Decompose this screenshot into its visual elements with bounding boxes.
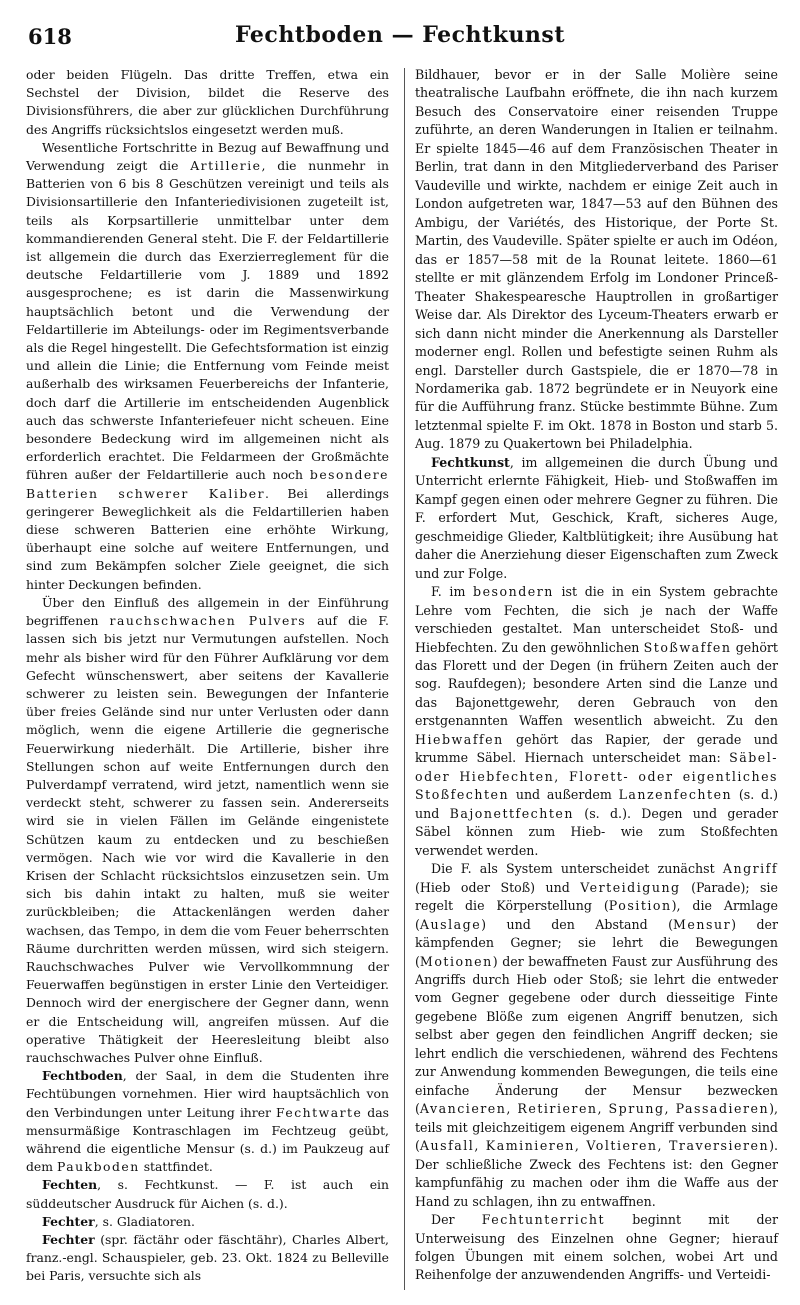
emphasis-term: Artillerie	[190, 158, 262, 174]
headword: Fechtboden	[42, 1068, 123, 1084]
paragraph-text: ), die Armlage (	[415, 898, 778, 932]
paragraph-text: Die F. als System unterscheidet zunächst	[431, 861, 723, 877]
emphasis-term: rauchschwachen Pulvers	[109, 613, 307, 629]
paragraph-text: Wesentliche Fortschritte in Bezug auf Bewaffnung und Verwendung zeigt die	[26, 139, 389, 174]
paragraph	[415, 860, 778, 1211]
paragraph-text: Bildhauer, bevor er in der Salle Molière seine theatralische Laufbahn eröffnete, die ihn nach kurzem Besuch des Conservatoire einer reisenden Truppe zuführte, an deren Wanderungen in Italien er teilnahm. Er spielte 1845—46 auf dem Französischen Theater in Berlin, trat dann in den Mitgliederverband des Pariser Vaudeville und wirkte, nachdem er einige Zeit auch in London aufgetreten war, 1847—53 auf den Bühnen des Ambigu, der Variétés, des Historique, der Porte St. Martin, des Vaudeville. Später spielte er auch im Odéon, das er 1857—58 mit de la Rounat leitete. 1860—61 stellte er mit glänzendem Erfolg im Londoner Princeß-Theater Shakespearesche Hauptrollen in großartiger Weise dar. Als Direktor des Lyceum-Theaters erwarb er sich dann nicht minder die Anerkennung als Darsteller moderner engl. Rollen und befestigte seinen Ruhm als engl. Darsteller durch Gastspiele, die er 1870—78 in Nordamerika gab. 1872 begründete er in Neuyork eine für die Aufführung franz. Stücke bestimmte Bühne. Zum letztenmal spielte F. im Okt. 1878 in Boston und starb 5. Aug. 1879 zu Quakertown bei Philadelphia.	[415, 67, 778, 452]
paragraph-text: ). Der schließliche Zweck des Fechtens ist: den Gegner kampfunfähig zu machen oder ihm die Waffe aus der Hand zu schlagen, ihn zu entwaffnen.	[415, 1138, 778, 1209]
paragraph-text: gehört das Florett und der Degen (in frühern Zeiten auch der sog. Raufdegen); besondere Arten sind die Lanze und das Bajonettgewehr, deren Gebrauch von den erstgenannten Waffen wesentlich abweicht. Zu den	[415, 639, 778, 729]
paragraph-text: auf die F. lassen sich bis jetzt nur Vermutungen aufstellen. Noch mehr als bisher wird für den Führer Aufklärung vor dem Gefecht wünschenswert, aber seitens der Kavallerie schwerer zu leisten sein. Bewegungen der Infanterie über freies Gelände sind nur unter Verlusten oder dann möglich, wenn die eigene Artillerie die gegnerische Feuerwirkung niederhält. Die Artillerie, bisher ihre Stellungen schon auf weite Entfernungen durch den Pulverdampf verratend, wird jetzt, namentlich wenn sie verdeckt steht, schwerer zu fassen sein. Andererseits wird sie in vielen Fällen im Gelände eingenistete Schützen kaum zu entdecken und zu beschießen vermögen. Nach wie vor wird die Kavallerie in den Krisen der Schlacht rücksichtslos einzusetzen sein. Um sich bis dahin intakt zu halten, muß sie weiter zurückbleiben; die Attackenlängen werden daher wachsen, das Tempo, in dem die vom Feuer beherrschten Räume durchritten werden müssen, wird sich steigern. Rauchschwaches Pulver wie Vervollkommnung der Feuerwaffen begünstigen in erster Linie den Verteidiger. Dennoch wird der energischere der Gegner dann, wenn er die Entscheidung will, angreifen müssen. Auf die operative Thätigkeit der Heeresleitung bleibt also rauchschwaches Pulver ohne Einfluß.	[26, 613, 389, 1065]
entry-text: , s. Fechtkunst. — F. ist auch ein süddeutscher Ausdruck für Aichen (s. d.).	[26, 1177, 389, 1211]
paragraph-text: Der	[431, 1212, 482, 1228]
paragraph	[415, 1211, 778, 1285]
headword: Fechten	[42, 1177, 98, 1193]
paragraph-text: ) und den Abstand (	[481, 916, 674, 932]
dictionary-entry	[26, 1231, 389, 1286]
paragraph-text: (Hieb oder Stoß) und	[415, 879, 581, 895]
emphasis-term: Motionen	[419, 953, 493, 969]
entry-text: das mensurmäßige Kontraschlagen im Fechtzeug geübt, während die eigentliche Mensur (s. d.) im Paukzeug auf dem	[26, 1104, 389, 1175]
paragraph	[415, 583, 778, 860]
paragraph-text: ) der kämpfenden Gegner; sie lehrt die Bewegungen (	[415, 916, 778, 969]
emphasis-term: Verteidigung	[580, 879, 681, 895]
emphasis-term: Stoßwaffen	[643, 639, 732, 655]
emphasis-term: Position	[608, 898, 672, 914]
headword: Fechter	[42, 1213, 95, 1229]
dictionary-entry	[26, 1176, 389, 1212]
paragraph-text: gehört das Rapier, der gerade und krumme Säbel. Hiernach unterscheidet man:	[415, 731, 778, 766]
paragraph-text: ist die in ein System gebrachte Lehre vom Fechten, die sich je nach der Waffe verschieden gestaltet. Man unterscheidet Stoß- und Hiebfechten. Zu den gewöhnlichen	[415, 584, 778, 655]
emphasis-term: Bajonettfechten	[449, 805, 574, 821]
page-number: 618	[28, 24, 72, 49]
entry-text: , s. Gladiatoren.	[94, 1213, 195, 1229]
paragraph	[26, 66, 389, 139]
emphasis-term: Angriff	[722, 861, 778, 877]
emphasis-term: Lanzenfechten	[618, 787, 733, 803]
paragraph-text: (s. d.). Degen und gerader Säbel können zum Hieb- wie zum Stoßfechten verwendet werden.	[415, 805, 778, 858]
paragraph-text: beginnt mit der Unterweisung des Einzelnen ohne Gegner; hierauf folgen Übungen mit einem solchen, wobei Art und Reihenfolge der anzuwendenden Angriffs- und Verteidi-	[415, 1212, 778, 1283]
paragraph	[415, 66, 778, 454]
paragraph-text: (s. d.) und	[415, 787, 778, 821]
emphasis-term: besondern	[473, 584, 554, 600]
emphasis-term: Fechtwarte	[275, 1104, 363, 1120]
emphasis-term: Paukboden	[56, 1159, 140, 1175]
paragraph-text: oder beiden Flügeln. Das dritte Treffen, etwa ein Sechstel der Division, bildet die Reserve des Divisionsführers, die aber zur glücklichen Durchführung des Angriffs rücksichtslos eingesetzt werden muß.	[26, 67, 389, 137]
right-column	[415, 66, 778, 1285]
dictionary-entry	[415, 454, 778, 583]
emphasis-term: Ausfall, Kaminieren, Voltieren, Traversieren	[419, 1138, 770, 1154]
paragraph-text: , die nunmehr in Batterien von 6 bis 8 Geschützen vereinigt und teils als Divisionsartillerie den Infanteriedivisionen zugeteilt ist, teils als Korpsartillerie unmittelbar unter dem kommandierenden General steht. Die F. der Feldartillerie ist allgemein die durch das Exerzierreglement für die deutsche Feldartillerie vom J. 1889 und 1892 ausgesprochene; es ist darin die Massenwirkung hauptsächlich betont und die Verwendung der Feldartillerie im Abteilungs- oder im Regimentsverbande als die Regel hingestellt. Die Gefechtsformation ist einzig und allein die Linie; die Entfernung vom Feinde meist außerhalb des wirksamen Feuerbereichs der Infanterie, doch darf die Artillerie im entscheidenden Augenblick auch das schwerste Infanteriefeuer nicht scheuen. Eine besondere Bedeckung wird im allgemeinen nicht als erforderlich erachtet. Die Feldarmeen der Großmächte führen außer der Feldartillerie auch noch	[26, 158, 389, 483]
emphasis-term: besondere Batterien schwerer Kaliber	[26, 467, 389, 501]
dictionary-entry	[26, 1067, 389, 1176]
dictionary-entry	[26, 1213, 389, 1231]
paragraph	[26, 594, 389, 1067]
paragraph-text: Über den Einfluß des allgemein in der Einführung begriffenen	[26, 594, 389, 629]
paragraph-text: und außerdem	[509, 787, 619, 803]
column-divider	[404, 68, 405, 1290]
entry-text: stattfindet.	[139, 1159, 213, 1175]
paragraph-text: . Bei allerdings geringerer Beweglichkeit als die Feldartillerien haben diese schweren Batterien eine erhöhte Wirkung, überhaupt eine solche auf weitere Entfernungen, und sind zum Bekämpfen solcher Ziele geeignet, die sich hinter Deckungen befinden.	[26, 485, 389, 592]
paragraph-text: F. im	[431, 584, 474, 600]
headword: Fechter	[42, 1232, 95, 1247]
running-head	[28, 18, 772, 58]
paragraph-text: ), teils mit gleichzeitigem eigenem Angriff verbunden sind (	[415, 1101, 778, 1154]
entry-text: , der Saal, in dem die Studenten ihre Fechtübungen vornehmen. Hier wird hauptsächlich von den Verbindungen unter Leitung ihrer	[26, 1068, 389, 1120]
emphasis-term: Mensur	[673, 916, 732, 932]
headword: Fechtkunst	[431, 454, 510, 470]
emphasis-term: Avancieren, Retirieren, Sprung, Passadieren	[419, 1101, 770, 1117]
paragraph-text: ) der bewaffneten Faust zur Ausführung des Angriffs durch Hieb oder Stoß; sie lehrt die entweder vom Gegner gegebene oder durch diesseitige Finte gegebene Blöße zum eigenen Angriff benutzen, sich selbst aber gegen den feindlichen Angriff decken; sie lehrt endlich die verschiedenen, während des Fechtens zur Anwendung kommenden Bewegungen, die teils eine einfache Änderung der Mensur bezwecken (	[415, 953, 778, 1117]
emphasis-term: Auslage	[419, 916, 482, 932]
paragraph	[26, 139, 389, 594]
entry-text: , im allgemeinen die durch Übung und Unterricht erlernte Fähigkeit, Hieb- und Stoßwaffen im Kampf gegen einen oder mehrere Gegner zu führen. Die F. erfordert Mut, Geschick, Kraft, sicheres Auge, geschmeidige Glieder, Kaltblütigkeit; ihre Ausübung hat daher die Anerziehung dieser Eigenschaften zum Zweck und zur Folge.	[415, 454, 778, 581]
emphasis-term: Säbel- oder Hiebfechten, Florett- oder eigentliches Stoßfechten	[415, 750, 778, 803]
left-column	[26, 66, 389, 1286]
emphasis-term: Fechtunterricht	[481, 1212, 606, 1228]
page-title: Fechtboden — Fechtkunst	[235, 22, 565, 48]
paragraph-text: (Parade); sie regelt die Körperstellung (	[415, 879, 778, 914]
emphasis-term: Hiebwaffen	[415, 731, 504, 747]
entry-text: (spr. fäctähr oder fäschtähr), Charles Albert, franz.-engl. Schauspieler, geb. 23. Okt. 1824 zu Belleville bei Paris, versuchte sich als	[26, 1232, 389, 1284]
